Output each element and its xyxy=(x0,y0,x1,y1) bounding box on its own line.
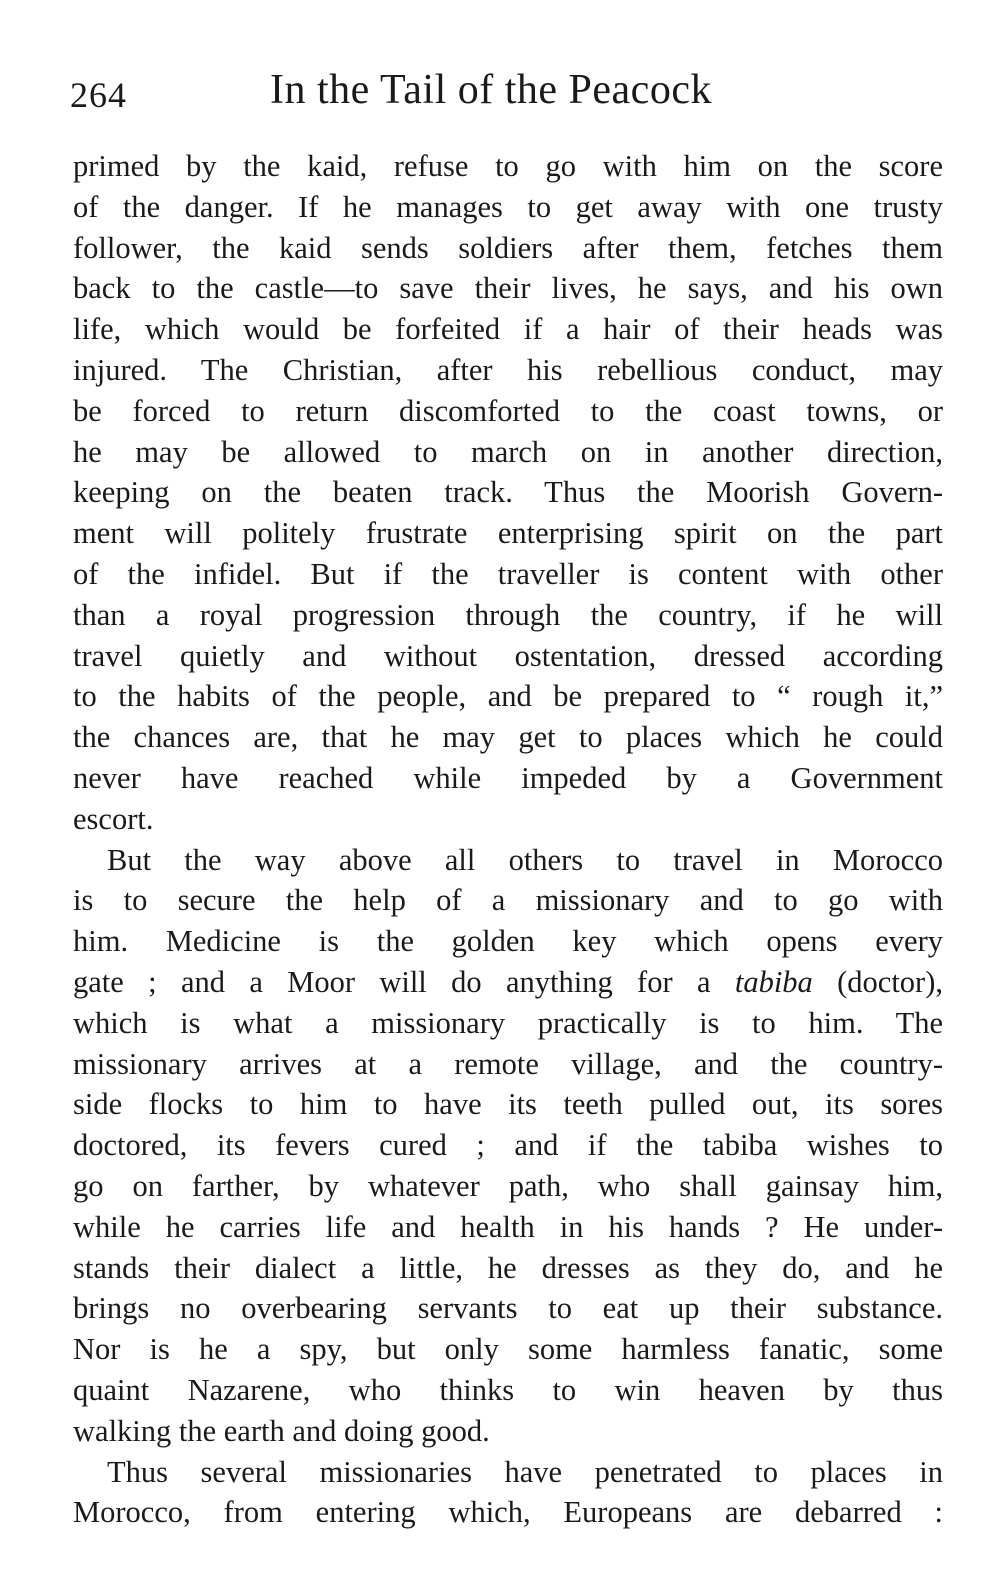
text-line: than a royal progression through the country, if he will xyxy=(73,597,943,632)
italic-term-tabiba: tabiba xyxy=(734,964,813,999)
text-line: never have reached while impeded by a Government xyxy=(73,760,943,795)
text-line: of the danger. If he manages to get away with one trusty xyxy=(73,189,943,224)
paragraph-end-line: escort. xyxy=(73,801,154,836)
text-line: life, which would be forfeited if a hair of their heads was xyxy=(73,312,943,347)
text-line: doctored, its fevers cured ; and if the tabiba wishes to xyxy=(73,1128,943,1163)
text-line: ment will politely frustrate enterprising spirit on the part xyxy=(73,516,943,551)
text-line: be forced to return discomforted to the coast towns, or xyxy=(73,393,943,428)
text-line: is to secure the help of a missionary and to go with xyxy=(73,883,943,918)
paragraph-end-line: walking the earth and doing good. xyxy=(73,1413,490,1448)
text-line: he may be allowed to march on in another direction, xyxy=(73,434,943,469)
text-line: Morocco, from entering which, Europeans are debarred : xyxy=(73,1495,943,1530)
running-title: In the Tail of the Peacock xyxy=(270,67,712,113)
text-line: which is what a missionary practically is to him. The xyxy=(73,1005,943,1040)
text-line: side flocks to him to have its teeth pulled out, its sores xyxy=(73,1087,943,1122)
text-segment: gate ; and a Moor will do anything for a xyxy=(73,964,735,999)
text-line: back to the castle—to save their lives, he says, and his own xyxy=(73,271,943,306)
text-line: primed by the kaid, refuse to go with him on the score xyxy=(73,149,943,183)
text-line: stands their dialect a little, he dresses as they do, and he xyxy=(73,1250,943,1285)
text-segment: (doctor), xyxy=(812,964,943,999)
text-line: Nor is he a spy, but only some harmless fanatic, some xyxy=(73,1332,943,1367)
text-line: travel quietly and without ostentation, dressed according xyxy=(73,638,943,673)
page-header xyxy=(70,62,945,122)
text-line: missionary arrives at a remote village, and the country- xyxy=(73,1046,943,1081)
text-line-with-italic xyxy=(73,962,943,1003)
text-line: follower, the kaid sends soldiers after them, fetches them xyxy=(73,230,943,265)
text-line: him. Medicine is the golden key which opens every xyxy=(73,924,943,959)
text-line: go on farther, by whatever path, who shall gainsay him, xyxy=(73,1168,943,1203)
text-line: keeping on the beaten track. Thus the Moorish Govern- xyxy=(73,475,943,510)
body-text xyxy=(73,146,943,1533)
text-line: of the infidel. But if the traveller is content with other xyxy=(73,556,943,591)
text-line: quaint Nazarene, who thinks to win heaven by thus xyxy=(73,1372,943,1407)
text-line: the chances are, that he may get to places which he could xyxy=(73,720,943,755)
page-number: 264 xyxy=(70,75,127,115)
paragraph-start-line: Thus several missionaries have penetrated to places in xyxy=(107,1454,943,1489)
text-line: to the habits of the people, and be prepared to “ rough it,” xyxy=(73,679,943,714)
text-line: brings no overbearing servants to eat up their substance. xyxy=(73,1291,943,1326)
text-line: injured. The Christian, after his rebellious conduct, may xyxy=(73,352,943,387)
text-line: while he carries life and health in his hands ? He under- xyxy=(73,1209,943,1244)
paragraph-start-line: But the way above all others to travel in Morocco xyxy=(107,842,943,877)
